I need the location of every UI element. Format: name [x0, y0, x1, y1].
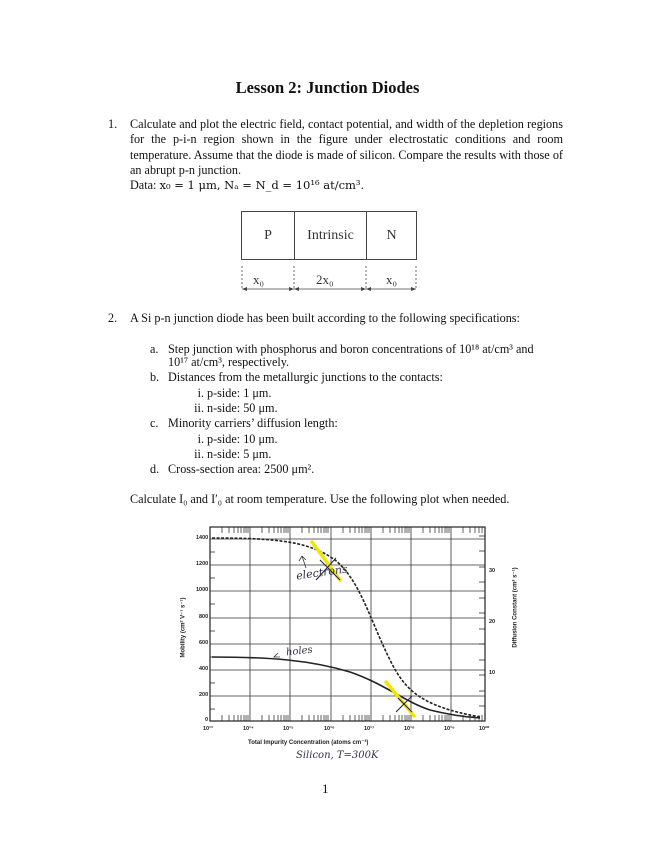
q2-item-c-ii-label: ii. — [194, 447, 204, 461]
ytick-right-20: 20 — [489, 619, 496, 625]
ytick-800: 800 — [199, 614, 209, 620]
hole-arrow — [274, 653, 280, 657]
q2-item-c-label: c. — [150, 416, 159, 430]
q2-item-b-label: b. — [150, 370, 160, 384]
mobility-plot — [190, 520, 510, 770]
minor-ticks — [210, 527, 485, 721]
y-axis-label-left: Mobility (cm² V⁻¹ s⁻¹) — [180, 597, 187, 658]
page-title: Lesson 2: Junction Diodes — [235, 78, 420, 97]
p-region: P — [242, 212, 295, 259]
n-region: N — [386, 227, 397, 243]
xtick-1e14: 10¹⁴ — [243, 726, 254, 732]
q2-item-b-ii-text: n-side: 50 μm. — [207, 401, 278, 415]
handwritten-holes: holes — [285, 644, 314, 659]
q2-item-b-i-text: p-side: 1 μm. — [207, 386, 272, 400]
q2-calc-instruction: Calculate I₀ and I′₀ at room temperature. Use the following plot when needed. — [130, 492, 510, 506]
q1-data — [130, 178, 364, 193]
dim-2x0: 2x₀ — [316, 272, 334, 287]
xtick-1e16: 10¹⁶ — [324, 726, 335, 732]
q2-item-c-i-label: i. — [197, 432, 204, 446]
y-axis-label-right: Diffusion Constant (cm² s⁻¹) — [512, 567, 519, 648]
x-gridlines — [250, 527, 451, 721]
page-number: 1 — [322, 781, 329, 796]
q2-item-a-line1: Step junction with phosphorus and boron concentrations of 10¹⁸ at/cm³ and — [168, 342, 534, 356]
q2-item-b-text: Distances from the metallurgic junctions to the contacts: — [168, 370, 443, 384]
plot-frame — [210, 527, 485, 721]
ytick-1200: 1200 — [196, 561, 209, 567]
xtick-1e17: 10¹⁷ — [364, 726, 375, 732]
q2-intro: A Si p-n junction diode has been built according to the following specifications: — [130, 311, 520, 325]
q2-item-b-i-label: i. — [197, 386, 204, 400]
ytick-0: 0 — [205, 717, 209, 723]
xtick-1e20: 10²⁰ — [479, 726, 490, 732]
ytick-1000: 1000 — [196, 587, 209, 593]
ytick-400: 400 — [199, 666, 209, 672]
y-gridlines — [210, 539, 485, 696]
q1-number: 1. — [108, 117, 118, 131]
xtick-1e19: 10¹⁹ — [444, 726, 455, 732]
electron-arrow — [299, 556, 306, 568]
ytick-600: 600 — [199, 640, 209, 646]
q2-number: 2. — [108, 311, 118, 325]
ytick-200: 200 — [199, 692, 209, 698]
x-axis-label: Total Impurity Concentration (atoms cm⁻³) — [248, 740, 369, 746]
xtick-1e15: 10¹⁵ — [283, 726, 294, 732]
q1-data-value: x₀ = 1 μm, Nₐ = N_d = 10¹⁶ at/cm³. — [159, 178, 365, 192]
handwritten-electrons: electrons — [295, 562, 349, 583]
q1-text: Calculate and plot the electric field, contact potential, and width of the depletion regions for the p-i-n region shown in the figure under electrostatic conditions and room temperature. Assume that the diode is made of silicon. Compare the results with those of an abrupt p-n junction. — [130, 117, 563, 177]
intrinsic-region: Intrinsic — [295, 212, 367, 259]
handwritten-caption: Silicon, T=300K — [296, 750, 379, 761]
q2-item-c-i-text: p-side: 10 μm. — [207, 432, 278, 446]
q2-item-d-label: d. — [150, 462, 160, 476]
dim-x0-right: x₀ — [386, 272, 398, 287]
pen-x-marks — [316, 558, 412, 712]
hole-mobility-curve — [212, 657, 480, 718]
dim-x0-left: x₀ — [253, 272, 265, 287]
q2-item-a-label: a. — [150, 342, 159, 356]
xtick-1e13: 10¹³ — [203, 726, 213, 732]
pin-diagram — [241, 211, 417, 260]
ytick-right-30: 30 — [489, 568, 496, 574]
q2-item-a-line2: 10¹⁷ at/cm³, respectively. — [168, 355, 290, 369]
q1-data-label: Data: — [130, 178, 160, 192]
ytick-1400: 1400 — [196, 535, 209, 541]
q2-item-b-ii-label: ii. — [194, 401, 204, 415]
xtick-1e18: 10¹⁸ — [404, 726, 415, 732]
ytick-right-10: 10 — [489, 670, 496, 676]
q2-item-c-text: Minority carriers’ diffusion length: — [168, 416, 338, 430]
q2-item-c-ii-text: n-side: 5 μm. — [207, 447, 272, 461]
q2-item-d-text: Cross-section area: 2500 μm². — [168, 462, 315, 476]
